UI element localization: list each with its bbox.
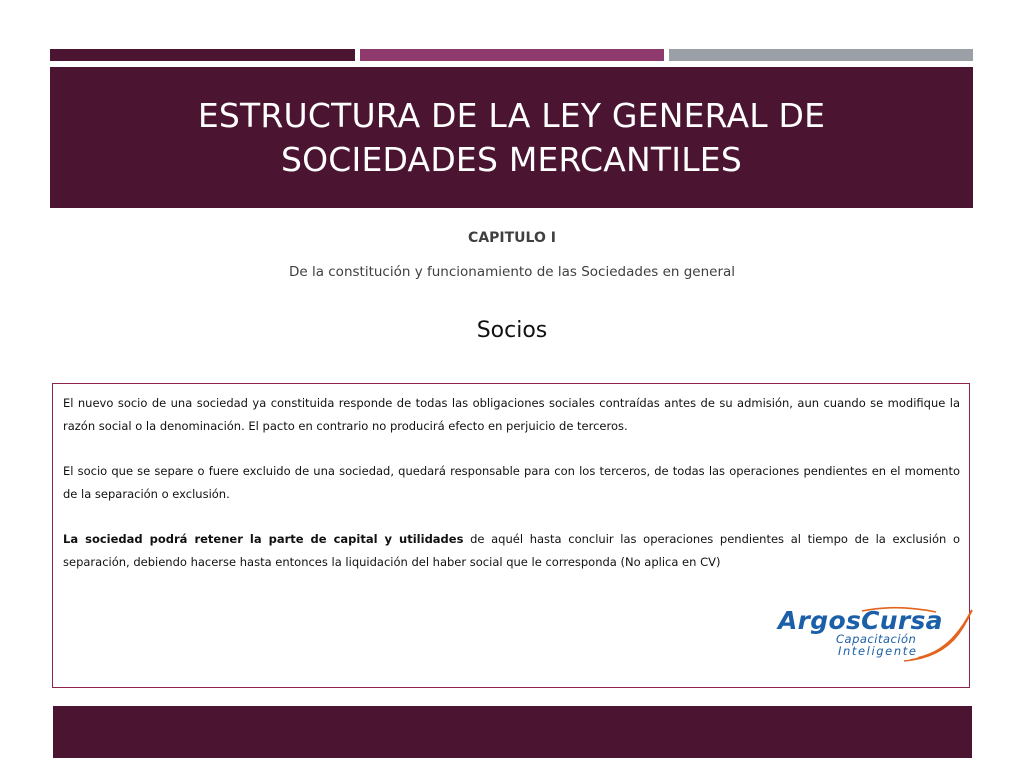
logo-tagline-1: Capacitación [836,632,917,646]
accent-bar-gray [669,49,973,61]
accent-bar-magenta [360,49,664,61]
footer-band [53,706,972,758]
paragraph-capital-retention [63,528,960,574]
paragraph-capital-retention-bold: La sociedad podrá retener la parte de capital y utilidades [63,532,464,546]
logo-name: ArgosCursa [778,606,943,635]
paragraph-capital-retention-rest: de aquél hasta concluir las operaciones pendientes al tiempo de la exclusión o separación, debiendo hacerse hasta entonces la liquidación del haber social que le corresponda (No aplica en CV) [63,532,960,569]
paragraph-excluded-partner: El socio que se separe o fuere excluido de una sociedad, quedará responsable para con los terceros, de todas las operaciones pendientes en el momento de la separación o exclusión. [63,464,960,501]
title-band [50,67,973,208]
logo-tagline-2: Inteligente [838,644,918,658]
slide-title: ESTRUCTURA DE LA LEY GENERAL DE SOCIEDADES MERCANTILES [197,95,826,179]
paragraph-new-partner: El nuevo socio de una sociedad ya constituida responde de todas las obligaciones sociales contraídas antes de su admisión, aun cuando se modifique la razón social o la denominación. El pacto en contrario no producirá efecto en perjuicio de terceros. [63,396,960,433]
accent-bar-dark [50,49,355,61]
section-heading: Socios [476,318,548,343]
chapter-subtitle: De la constitución y funcionamiento de las Sociedades en general [288,264,736,280]
argoscursa-logo [776,606,974,662]
chapter-label: CAPITULO I [468,230,556,246]
